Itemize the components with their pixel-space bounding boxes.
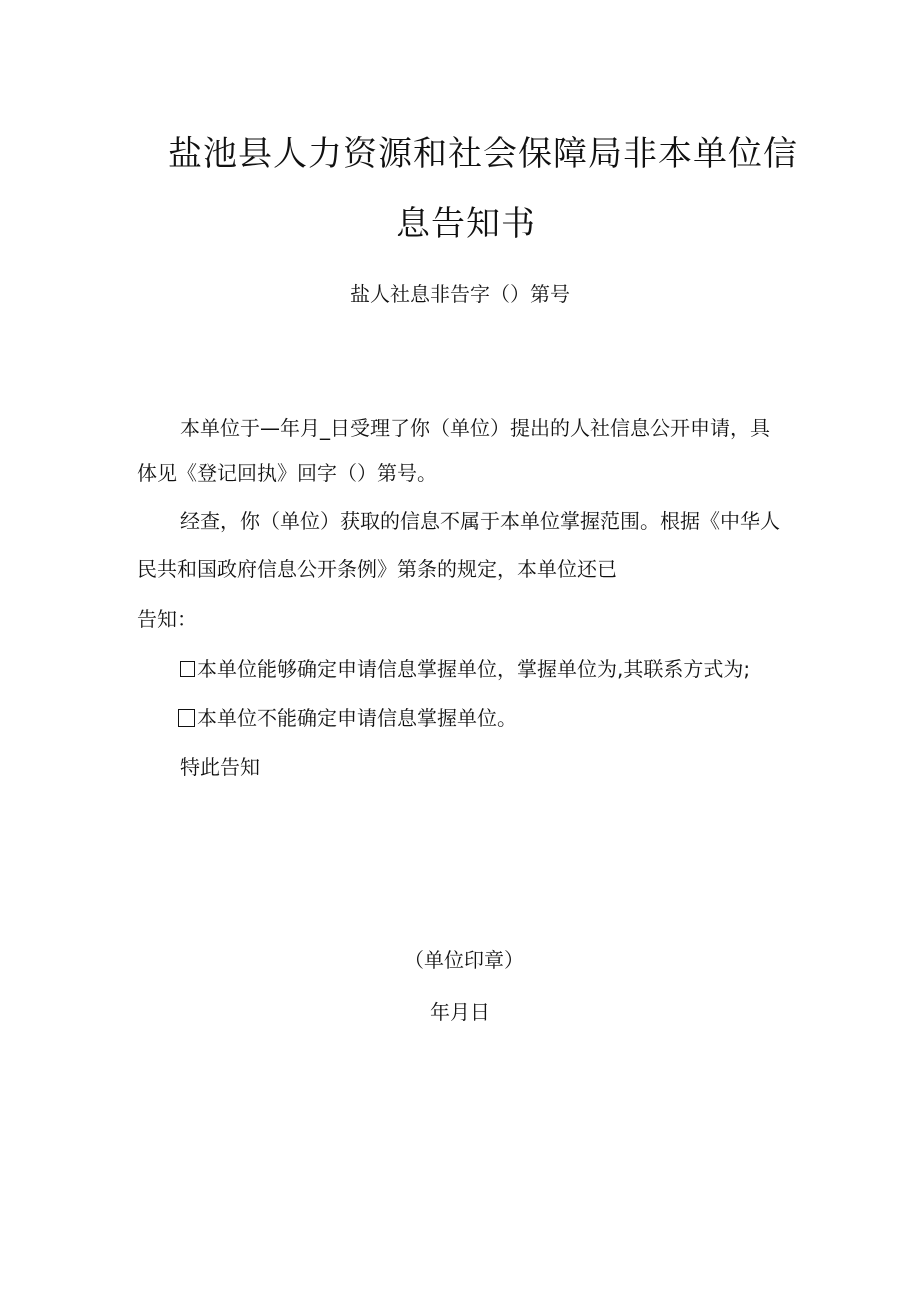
paragraph1-line1: 本单位于—年月_日受理了你（单位）提出的人社信息公开申请，具 xyxy=(180,416,770,440)
option2-checkbox[interactable] xyxy=(178,709,195,727)
paragraph2-line3: 告知： xyxy=(137,607,197,631)
option2-label: 本单位不能确定申请信息掌握单位。 xyxy=(197,706,517,730)
option-cannot-determine[interactable] xyxy=(178,704,517,732)
document-title-line1: 盐池县人力资源和社会保障局非本单位信 xyxy=(168,134,798,174)
document-title-line2: 息告知书 xyxy=(396,204,536,244)
document-number: 盐人社息非告字（）第号 xyxy=(350,282,570,306)
paragraph2-line2: 民共和国政府信息公开条例》第条的规定，本单位还已 xyxy=(137,557,617,581)
option1-label: 本单位能够确定申请信息掌握单位，掌握单位为,其联系方式为; xyxy=(197,657,751,681)
option1-checkbox[interactable] xyxy=(180,661,195,677)
unit-seal-label: （单位印章） xyxy=(404,948,524,972)
paragraph1-line2: 体见《登记回执》回字（）第号。 xyxy=(137,461,437,485)
option-can-determine[interactable] xyxy=(180,655,750,683)
closing-text: 特此告知 xyxy=(180,755,260,779)
signature-date: 年月日 xyxy=(430,1000,490,1024)
paragraph2-line1: 经查，你（单位）获取的信息不属于本单位掌握范围。根据《中华人 xyxy=(180,509,780,533)
